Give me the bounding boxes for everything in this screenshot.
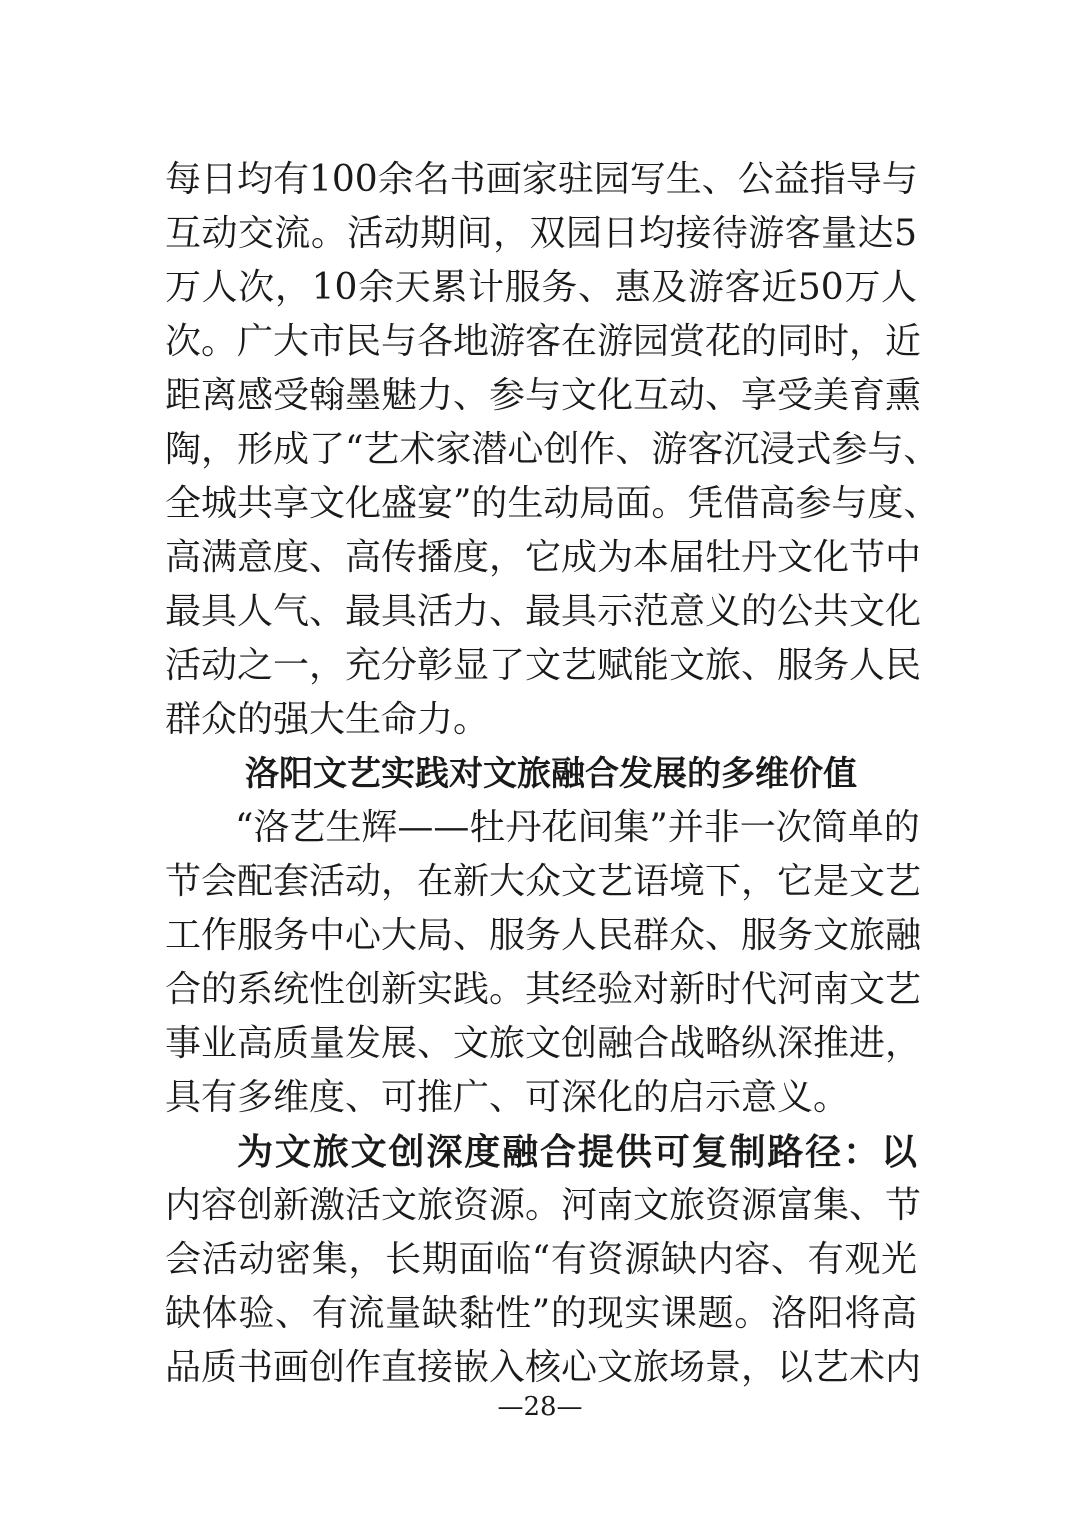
text-line: 品质书画创作直接嵌入核心文旅场景，以艺术内 [165,1347,922,1388]
text-line: 群众的强大生命力。 [165,699,490,740]
text-line: 万人次，10余天累计服务、惠及游客近50万人 [165,267,917,308]
text-line: 互动交流。活动期间，双园日均接待游客量达5 [165,213,917,254]
text-line: 事业高质量发展、文旅文创融合战略纵深推进， [165,1023,922,1064]
text-line: 合的系统性创新实践。其经验对新时代河南文艺 [165,969,922,1010]
text-line: “洛艺生辉——牡丹花间集”并非一次简单的 [235,807,920,848]
text-line: 会活动密集，长期面临“有资源缺内容、有观光 [165,1239,917,1280]
text-line: 距离感受翰墨魅力、参与文化互动、享受美育熏 [165,375,922,416]
text-line: 具有多维度、可推广、可深化的启示意义。 [165,1077,850,1118]
text-line: 次。广大市民与各地游客在游园赏花的同时，近 [165,321,922,362]
text-line: 工作服务中心大局、服务人民群众、服务文旅融 [165,915,922,956]
text-line: 最具人气、最具活力、最具示范意义的公共文化 [165,591,922,632]
text-line: 全城共享文化盛宴”的生动局面。凭借高参与度、 [165,483,940,524]
text-line: 高满意度、高传播度，它成为本届牡丹文化节中 [165,537,922,578]
text-line: 内容创新激活文旅资源。河南文旅资源富集、节 [165,1185,922,1226]
paragraph-2 [165,801,922,1125]
paragraph-3 [165,1125,922,1395]
paragraph-1 [165,153,940,747]
text-line: 每日均有100余名书画家驻园写生、公益指导与 [165,159,918,200]
text-line-bold-lead: 为文旅文创深度融合提供可复制路径：以 [237,1131,917,1173]
text-line: 缺体验、有流量缺黏性”的现实课题。洛阳将高 [165,1293,917,1334]
section-heading: 洛阳文艺实践对文旅融合发展的多维价值 [245,754,857,794]
text-line: 陶，形成了“艺术家潜心创作、游客沉浸式参与、 [165,429,940,470]
text-line: 活动之一，充分彰显了文艺赋能文旅、服务人民 [165,645,922,686]
text-line: 节会配套活动，在新大众文艺语境下，它是文艺 [165,861,922,902]
page-body [165,153,940,1395]
page-number: —28— [497,1392,583,1422]
